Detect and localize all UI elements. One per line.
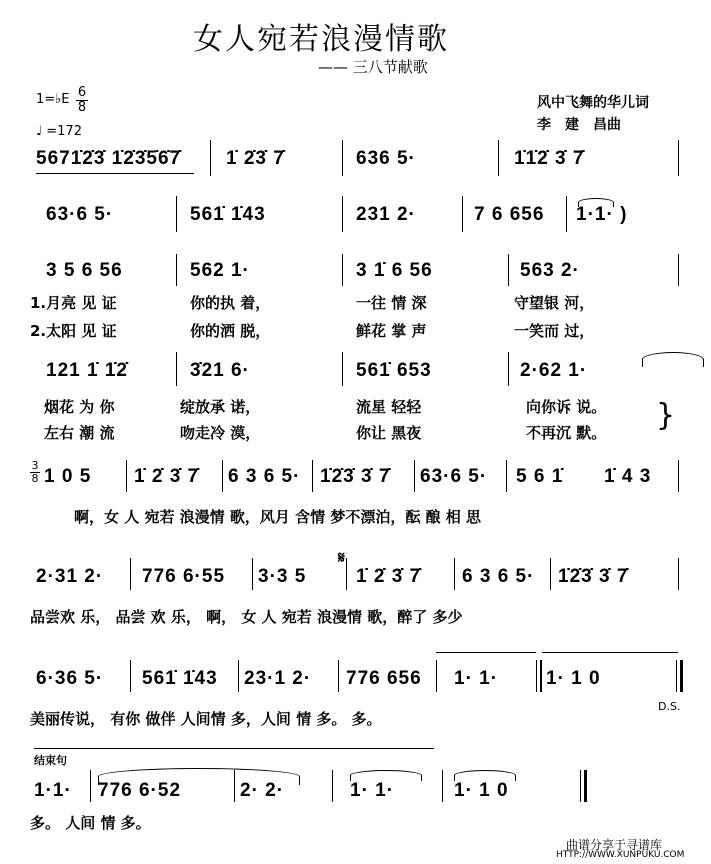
measure: 231 2·: [356, 204, 416, 225]
segno-mark: 𝄋: [338, 548, 345, 567]
time-top: 6: [77, 85, 87, 100]
lyric-verse-1: 1.月亮 见 证: [30, 294, 117, 312]
watermark-text: 曲谱分享于寻谱库: [566, 838, 663, 852]
barline: [678, 460, 679, 492]
measure: 1· 1·: [454, 668, 499, 689]
key-label: 1=♭E: [36, 92, 70, 107]
measure: 1̇ 2̇ 3̇ 7̇: [134, 466, 200, 487]
barline: [342, 254, 343, 286]
measure: 5671̇2̇3̇ 1̇2̇3̇5̇6̇7̇: [36, 148, 182, 169]
measure: 63·6 5·: [420, 466, 488, 487]
barline: [508, 254, 509, 286]
measure: 121 1̇ 1̇2̇: [46, 360, 128, 381]
measure: 3 5 6 56: [46, 260, 123, 281]
lyric-verse-1: 你的执 着，: [190, 294, 271, 312]
time-signature: [76, 86, 88, 115]
barline: [566, 196, 567, 232]
lyric-verse-2: 你让 黑夜: [356, 424, 422, 442]
time-top: 3: [31, 459, 39, 472]
lyric-verse-2: 2.太阳 见 证: [30, 322, 117, 340]
lyric-verse-2: 吻走冷 漠，: [180, 424, 261, 442]
measure: 6 3 6 5·: [228, 466, 301, 487]
measure: 2·31 2·: [36, 566, 104, 587]
measure: 1·1· ): [576, 204, 628, 225]
barline: [436, 660, 437, 692]
lyric-verse-2: 不再沉 默。: [526, 424, 607, 442]
repeat-barline: [540, 660, 542, 692]
lyric-line: 品尝欢 乐， 品尝 欢 乐， 啊， 女 人 宛若 浪漫情 歌，醉了 多少: [30, 608, 463, 626]
composer-credit: 李 建 昌曲: [537, 117, 621, 133]
time-signature-change: [30, 460, 40, 485]
measure: 6·36 5·: [36, 668, 104, 689]
slur: [578, 198, 614, 207]
measure: 1̇ 2̇3̇ 7̇: [226, 148, 285, 169]
measure: 1 0 5: [44, 466, 92, 487]
tempo-mark: ♩ =172: [36, 124, 82, 139]
measure: 563 2·: [520, 260, 580, 281]
lyric-verse-1: 流星 轻轻: [356, 398, 422, 416]
barline: [238, 660, 239, 692]
measure: 7 6 656: [474, 204, 545, 225]
barline: [210, 140, 211, 176]
lyric-verse-1: 一往 情 深: [356, 294, 427, 312]
measure: 23·1 2·: [244, 668, 312, 689]
ending-label: 结束句: [34, 754, 67, 767]
lyric-verse-1: 守望银 河，: [514, 294, 595, 312]
lyric-line: 啊，女 人 宛若 浪漫情 歌，风月 含情 梦不漂泊，酝 酿 相 思: [74, 508, 482, 526]
barline: [414, 460, 415, 492]
lyric-verse-2: 左右 潮 流: [44, 424, 115, 442]
song-title: 女人宛若浪漫情歌: [193, 22, 449, 57]
barline: [678, 140, 679, 176]
barline: [550, 558, 551, 590]
measure: 1·1·: [34, 780, 72, 801]
barline: [126, 460, 127, 492]
slur: [350, 770, 422, 781]
barline: [130, 558, 131, 590]
measure: 3 1̇ 6 56: [356, 260, 433, 281]
barline: [312, 460, 313, 492]
lyric-verse-2: 一笑而 过，: [514, 322, 595, 340]
lyric-verse-1: 绽放承 诺，: [180, 398, 261, 416]
barline: [130, 660, 131, 692]
measure: 561̇ 1̇43: [142, 668, 218, 689]
lyric-verse-2: 你的洒 脱，: [190, 322, 271, 340]
lyric-line: 美丽传说， 有你 做伴 人间情 多，人间 情 多。 多。: [30, 710, 382, 728]
barline: [338, 660, 339, 692]
measure: 561̇ 1̇43: [190, 204, 266, 225]
staff-row-2: [30, 196, 690, 236]
final-barline: [680, 660, 683, 692]
lyric-verse-2: 鲜花 掌 声: [356, 322, 427, 340]
measure: 561̇ 653: [356, 360, 432, 381]
volta-1: [436, 652, 536, 653]
measure: 1̇2̇3̇ 3̇ 7̇: [558, 566, 629, 587]
barline: [506, 460, 507, 492]
staff-row-6: [30, 548, 690, 632]
da-segno-mark: D.S.: [658, 700, 681, 713]
barline: [508, 352, 509, 386]
staff-row-7: [30, 652, 690, 728]
barline: [498, 140, 499, 176]
measure: 1· 1·: [350, 780, 395, 801]
lyric-verse-1: 向你诉 说。: [526, 398, 607, 416]
beam: [36, 173, 194, 174]
barline: [90, 770, 91, 802]
measure: 776 6·52: [98, 780, 182, 801]
repeat-barline: [536, 660, 537, 692]
ending-bracket: [34, 748, 434, 749]
measure: 2·62 1·: [520, 360, 588, 381]
measure: 636 5·: [356, 148, 416, 169]
time-bottom: 8: [77, 100, 87, 115]
barline: [222, 460, 223, 492]
staff-row-1: [30, 140, 690, 180]
measure: 63·6 5·: [46, 204, 114, 225]
measure: 776 6·55: [142, 566, 226, 587]
measure: 2· 2·: [240, 780, 285, 801]
barline: [342, 196, 343, 232]
barline: [342, 140, 343, 176]
key-signature: [36, 92, 70, 107]
barline: [252, 558, 253, 590]
verse-bracket: }: [656, 398, 676, 433]
watermark-url[interactable]: HTTP://WWW.XUNPUKU.COM: [556, 850, 685, 860]
time-bottom: 8: [31, 472, 39, 485]
measure: 1· 1 0: [454, 780, 509, 801]
final-barline: [584, 770, 587, 802]
slur: [454, 770, 516, 781]
measure: 776 656: [346, 668, 422, 689]
barline: [346, 558, 347, 590]
lyric-line: 多。 人间 情 多。: [30, 814, 151, 832]
measure: 5 6 1̇: [516, 466, 564, 487]
barline: [176, 352, 177, 386]
measure: 1̇2̇3̇ 3̇ 7̇: [320, 466, 391, 487]
measure: 3·3 5: [258, 566, 307, 587]
measure: 562 1·: [190, 260, 250, 281]
staff-row-5: [30, 460, 690, 536]
barline: [678, 558, 679, 590]
staff-row-3: [30, 254, 690, 344]
barline: [454, 558, 455, 590]
measure: 1̇ 4 3: [604, 466, 652, 487]
barline: [332, 770, 333, 802]
phrase-slur: [642, 352, 704, 367]
staff-row-8: [30, 748, 690, 832]
barline: [176, 196, 177, 232]
barline: [176, 254, 177, 286]
barline: [342, 352, 343, 386]
barline: [462, 196, 463, 232]
song-subtitle: —— 三八节献歌: [318, 58, 428, 76]
phrase-slur: [98, 768, 300, 785]
staff-row-4: [30, 352, 690, 444]
measure: 1̇ 2̇ 3̇ 7̇: [356, 566, 422, 587]
lyric-verse-1: 烟花 为 你: [44, 398, 115, 416]
lyricist-credit: 风中飞舞的华儿词: [537, 95, 649, 111]
measure: 1̇1̇2̇ 3̇ 7̇: [514, 148, 585, 169]
final-barline: [676, 660, 677, 692]
measure: 3̇21 6·: [190, 360, 250, 381]
volta-2: [542, 652, 678, 653]
measure: 6 3 6 5·: [462, 566, 535, 587]
final-barline: [580, 770, 581, 802]
barline: [442, 770, 443, 802]
barline: [678, 254, 679, 286]
measure: 1· 1 0: [546, 668, 601, 689]
